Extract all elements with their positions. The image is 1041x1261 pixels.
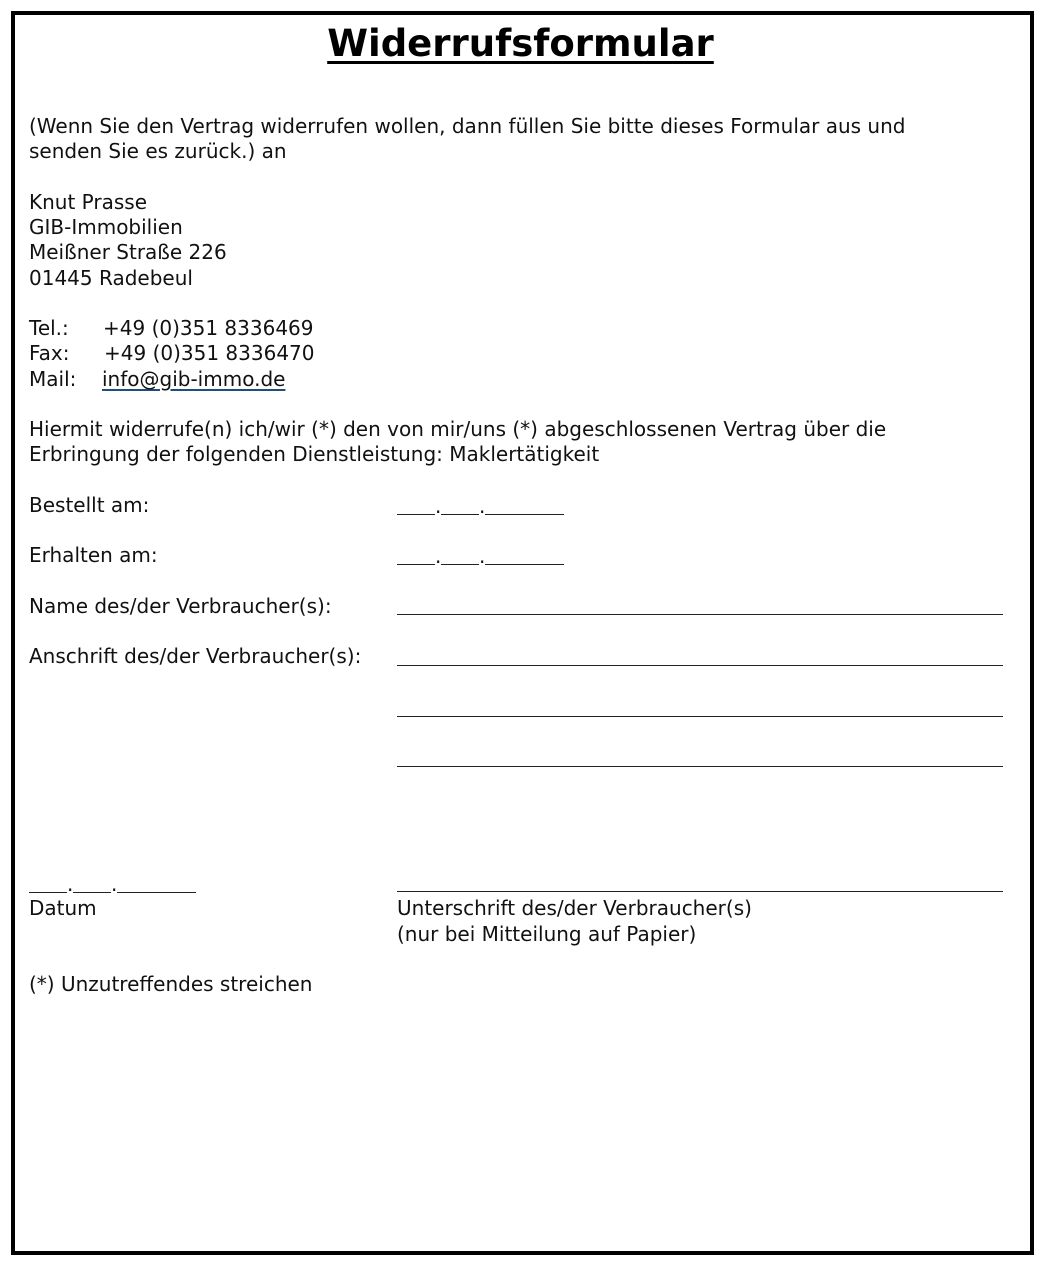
footnote: (*) Unzutreffendes streichen — [29, 972, 313, 996]
recipient-name: Knut Prasse — [29, 190, 147, 214]
form-border — [11, 11, 1034, 1255]
name-label: Name des/der Verbraucher(s): — [29, 594, 332, 618]
date-label: Datum — [29, 896, 97, 920]
fax-value: +49 (0)351 8336470 — [104, 341, 315, 365]
received-label: Erhalten am: — [29, 543, 158, 567]
signature-note: (nur bei Mitteilung auf Papier) — [397, 922, 697, 946]
intro-line-1: (Wenn Sie den Vertrag widerrufen wollen, dann füllen Sie bitte dieses Formular aus und — [29, 114, 906, 138]
recipient-city: 01445 Radebeul — [29, 266, 193, 290]
recipient-company: GIB-Immobilien — [29, 215, 183, 239]
received-date-field[interactable]: . . — [397, 547, 564, 565]
page-title: Widerrufsformular — [327, 22, 714, 65]
fax-label: Fax: — [29, 341, 70, 365]
statement-line-2: Erbringung der folgenden Dienstleistung: Maklertätigkeit — [29, 442, 600, 466]
recipient-street: Meißner Straße 226 — [29, 240, 227, 264]
statement-line-1: Hiermit widerrufe(n) ich/wir (*) den von mir/uns (*) abgeschlossenen Vertrag über die — [29, 417, 887, 441]
date-field[interactable]: . . — [29, 875, 196, 893]
ordered-date-field[interactable]: . . — [397, 497, 564, 515]
mail-label: Mail: — [29, 367, 77, 391]
signature-field[interactable] — [397, 891, 1003, 892]
address-label: Anschrift des/der Verbraucher(s): — [29, 644, 362, 668]
signature-label: Unterschrift des/der Verbraucher(s) — [397, 896, 752, 920]
name-field[interactable] — [397, 614, 1003, 615]
address-field-line-3[interactable] — [397, 766, 1003, 767]
tel-label: Tel.: — [29, 316, 69, 340]
address-field-line-1[interactable] — [397, 665, 1003, 666]
address-field-line-2[interactable] — [397, 716, 1003, 717]
mail-link[interactable]: info@gib-immo.de — [102, 367, 286, 391]
tel-value: +49 (0)351 8336469 — [103, 316, 314, 340]
ordered-label: Bestellt am: — [29, 493, 150, 517]
intro-line-2: senden Sie es zurück.) an — [29, 139, 287, 163]
